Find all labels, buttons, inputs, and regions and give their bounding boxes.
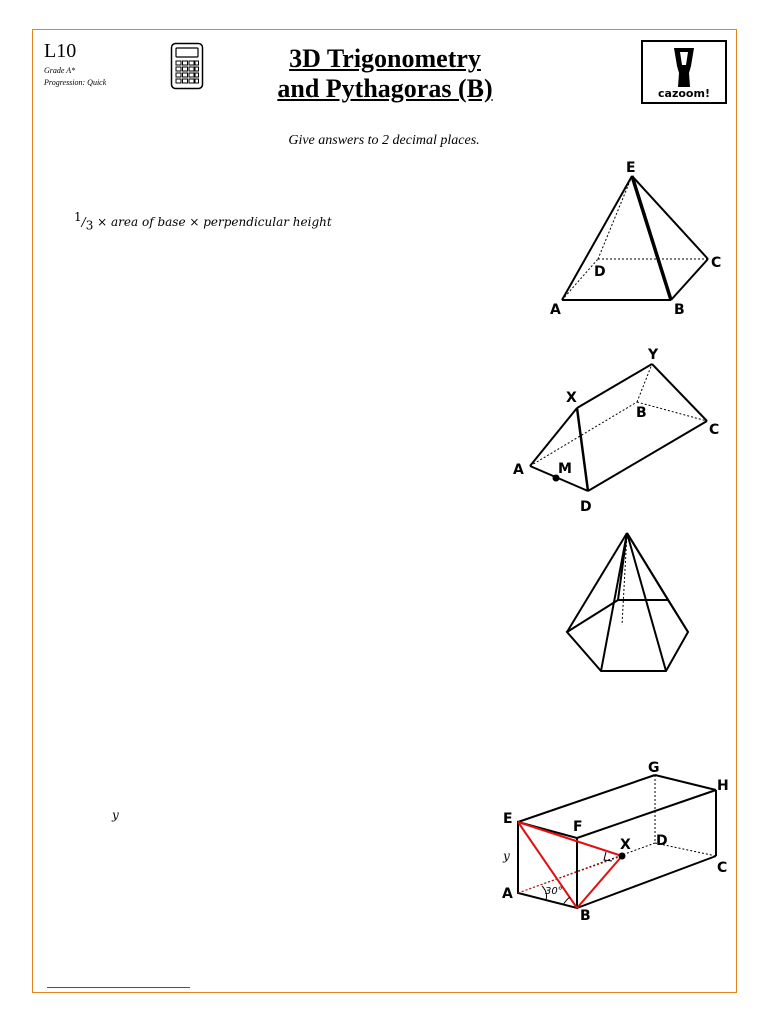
cuboid-diagram xyxy=(502,760,729,924)
prism-label-A: A xyxy=(513,462,524,478)
formula-numerator: 1 xyxy=(74,210,82,224)
pyramid-label-B: B xyxy=(674,302,685,318)
pyramid-label-E: E xyxy=(626,160,636,176)
title-line-2: and Pythagoras (B) xyxy=(277,74,493,103)
title-line-1: 3D Trigonometry xyxy=(289,44,481,73)
square-pyramid-diagram xyxy=(550,160,721,318)
prism-label-Y: Y xyxy=(648,347,659,363)
logo-text: cazoom! xyxy=(658,87,710,100)
pyramid-label-D: D xyxy=(594,264,606,280)
hexagonal-pyramid-diagram xyxy=(567,533,688,671)
level-code: L10 xyxy=(44,40,77,62)
cuboid-label-y: y xyxy=(503,849,510,863)
formula-text: × area of base × perpendicular height xyxy=(93,215,332,229)
instructions-text: Give answers to 2 decimal places. xyxy=(288,133,480,148)
cuboid-label-G: G xyxy=(648,760,660,776)
prism-label-M: M xyxy=(558,461,572,477)
formula-denominator: 3 xyxy=(85,218,94,233)
progression-label: Progression: Quick xyxy=(44,78,107,87)
cuboid-label-F: F xyxy=(573,819,583,835)
cuboid-label-B: B xyxy=(580,908,591,924)
pyramid-label-A: A xyxy=(550,302,561,318)
prism-label-D: D xyxy=(580,499,592,515)
grade-label: Grade A* xyxy=(44,66,76,75)
cuboid-label-X: X xyxy=(620,837,631,853)
triangular-prism-diagram xyxy=(513,347,719,515)
cuboid-label-A: A xyxy=(502,886,513,902)
prism-label-X: X xyxy=(566,390,577,406)
cuboid-label-C: C xyxy=(717,860,728,876)
prism-label-C: C xyxy=(709,422,720,438)
pyramid-label-C: C xyxy=(711,255,722,271)
cuboid-label-D: D xyxy=(656,833,668,849)
cuboid-label-E: E xyxy=(503,811,513,827)
cuboid-angle-label: 30° xyxy=(545,886,563,897)
cuboid-label-H: H xyxy=(717,778,729,794)
pyramid-volume-formula: $^1/_3$ × area of base × perpendicular height xyxy=(74,210,332,233)
y-variable: y xyxy=(112,808,119,822)
prism-label-B: B xyxy=(636,405,647,421)
